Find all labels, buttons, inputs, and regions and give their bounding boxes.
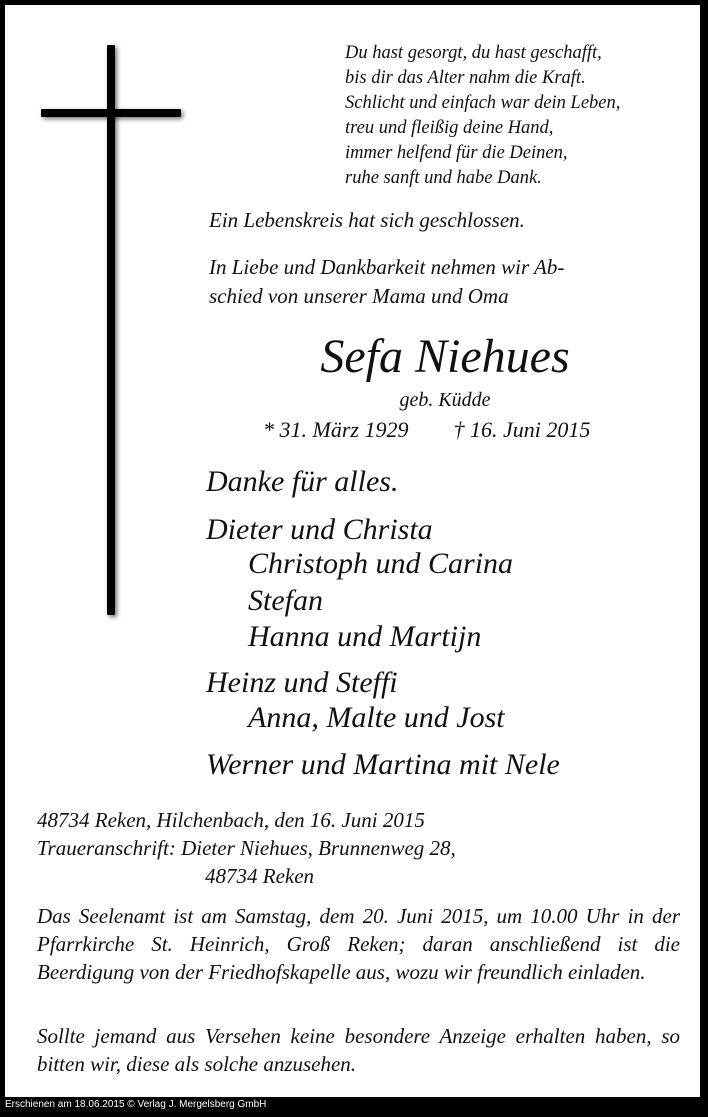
family-parents-1: Dieter und Christa (206, 513, 433, 546)
life-dates (263, 415, 590, 445)
publication-footer: Erschienen am 18.06.2015 © Verlag J. Mergelsberg GmbH (5, 1099, 267, 1110)
place-date: 48734 Reken, Hilchenbach, den 16. Juni 2015 (37, 808, 425, 832)
family-child: Christoph und Carina (248, 547, 514, 580)
birth-date: * 31. März 1929 (263, 417, 409, 442)
death-date: † 16. Juni 2015 (453, 417, 591, 442)
notice-text: Sollte jemand aus Versehen keine besondere Anzeige erhalten haben, so bitten wir, diese als solche anzusehen. (37, 1024, 680, 1076)
family-parents-2: Heinz und Steffi (206, 666, 398, 699)
poem-line: treu und fleißig deine Hand, (345, 118, 554, 138)
address-label: Traueranschrift: (37, 836, 176, 860)
family-child: Anna, Malte und Jost (248, 701, 505, 734)
cross-icon-crossbar (41, 109, 181, 117)
mourning-address (37, 834, 456, 862)
poem-line: Du hast gesorgt, du hast geschafft, (345, 43, 602, 63)
deceased-name: Sefa Niehues (320, 330, 570, 383)
farewell-line-1: In Liebe und Dankbarkeit nehmen wir Ab- (209, 255, 565, 279)
poem-line: immer helfend für die Deinen, (345, 143, 568, 163)
family-child: Stefan (248, 584, 323, 617)
circle-text: Ein Lebenskreis hat sich geschlossen. (209, 208, 525, 232)
family-group-3: Werner und Martina mit Nele (206, 748, 560, 781)
address-line-2: 48734 Reken (205, 864, 315, 888)
service-text: Das Seelenamt ist am Samstag, dem 20. Juni 2015, um 10.00 Uhr in der Pfarrkirche St. Heinrich, Groß Reken; daran anschließend ist die Beerdigung von der Friedhofskapelle aus, wozu wir freundlich einladen. (37, 904, 680, 984)
poem-line: Schlicht und einfach war dein Leben, (345, 93, 621, 113)
poem-line: ruhe sanft und habe Dank. (345, 168, 542, 188)
family-child: Hanna und Martijn (248, 620, 482, 653)
obituary-card (5, 5, 700, 1097)
poem-line: bis dir das Alter nahm die Kraft. (345, 68, 586, 88)
address-line-1: Dieter Niehues, Brunnenweg 28, (181, 836, 456, 860)
birth-name: geb. Küdde (399, 389, 491, 411)
thanks-text: Danke für alles. (206, 465, 399, 498)
cross-icon (107, 45, 115, 615)
poem (345, 41, 620, 191)
farewell-line-2: schied von unserer Mama und Oma (209, 284, 509, 308)
